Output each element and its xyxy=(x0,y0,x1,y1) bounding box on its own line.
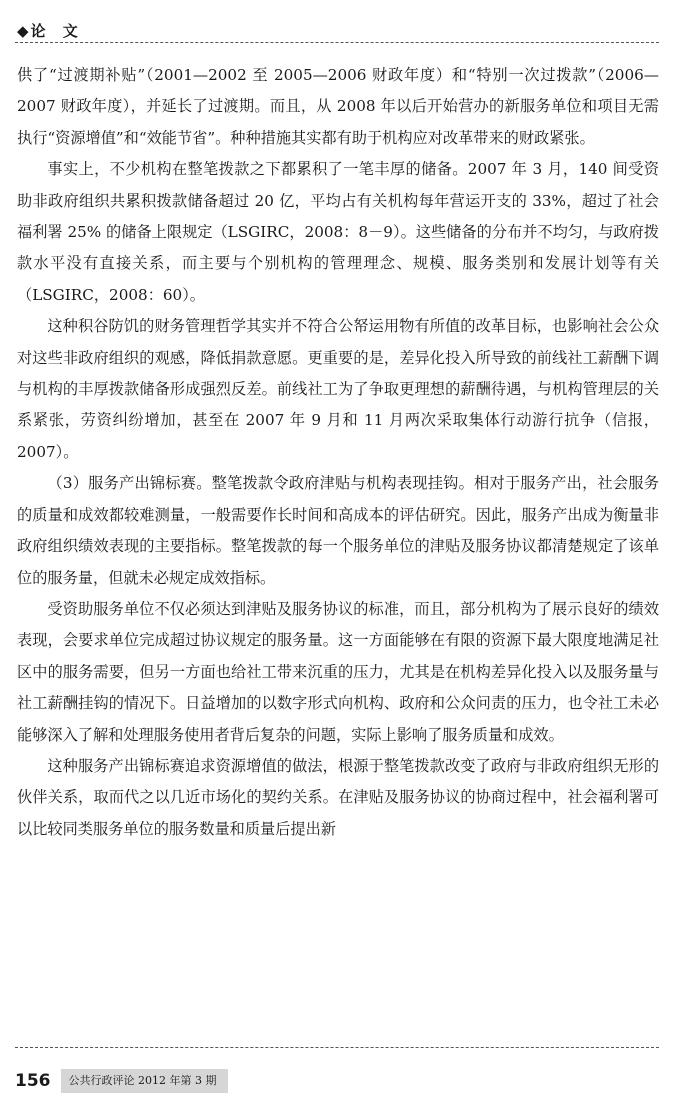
paragraph: 事实上，不少机构在整笔拨款之下都累积了一笔丰厚的储备。2007 年 3 月，140 间受资助非政府组织共累积拨款储备超过 20 亿，平均占有关机构每年营运开支的 33%，超过了社会福利署 25% 的储备上限规定（LSGIRC，2008：8－9）。这些储备的分布并不均匀，与政府拨款水平没有直接关系，而主要与个别机构的管理理念、规模、服务类别和发展计划等有关（LSGIRC，2008：60）。 xyxy=(17,160,659,304)
page-number: 156 xyxy=(15,1071,51,1091)
section-label: 论 文 xyxy=(30,22,84,40)
paragraph: 这种积谷防饥的财务管理哲学其实并不符合公帑运用物有所值的改革目标，也影响社会公众对这些非政府组织的观感，降低捐款意愿。更重要的是，差异化投入所导致的前线社工薪酬下调与机构的丰厚拨款储备形成强烈反差。前线社工为了争取更理想的薪酬待遇，与机构管理层的关系紧张，劳资纠纷增加，甚至在 2007 年 9 月和 11 月两次采取集体行动游行抗争（信报，2007）。 xyxy=(17,317,659,461)
section-header xyxy=(17,20,84,41)
diamond-icon: ◆ xyxy=(17,22,31,40)
paragraph: 受资助服务单位不仅必须达到津贴及服务协议的标准，而且，部分机构为了展示良好的绩效表现，会要求单位完成超过协议规定的服务量。这一方面能够在有限的资源下最大限度地满足社区中的服务需要，但另一方面也给社工带来沉重的压力，尤其是在机构差异化投入以及服务量与社工薪酬挂钩的情况下。日益增加的以数字形式向机构、政府和公众问责的压力，也令社工未必能够深入了解和处理服务使用者背后复杂的问题，实际上影响了服务质量和成效。 xyxy=(17,599,659,744)
paragraph: 这种服务产出锦标赛追求资源增值的做法，根源于整笔拨款改变了政府与非政府组织无形的伙伴关系，取而代之以几近市场化的契约关系。在津贴及服务协议的协商过程中，社会福利署可以比较同类服务单位的服务数量和质量后提出新 xyxy=(17,756,659,838)
paragraph: （3）服务产出锦标赛。整笔拨款令政府津贴与机构表现挂钩。相对于服务产出，社会服务的质量和成效都较难测量，一般需要作长时间和高成本的评估研究。因此，服务产出成为衡量非政府组织绩效表现的主要指标。整笔拨款的每一个服务单位的津贴及服务协议都清楚规定了该单位的服务量，但就未必规定成效指标。 xyxy=(17,474,659,587)
header-divider xyxy=(15,42,659,43)
page-footer xyxy=(15,1069,228,1093)
paragraph: 供了“过渡期补贴”（2001—2002 至 2005—2006 财政年度）和“特别一次过拨款”（2006—2007 财政年度），并延长了过渡期。而且，从 2008 年以后开始营办的新服务单位和项目无需执行“资源增值”和“效能节省”。种种措施其实都有助于机构应对改革带来的财政紧张。 xyxy=(17,66,659,147)
footer-divider xyxy=(15,1047,659,1048)
article-body xyxy=(17,60,659,845)
journal-info: 公共行政评论 2012 年第 3 期 xyxy=(61,1069,229,1093)
